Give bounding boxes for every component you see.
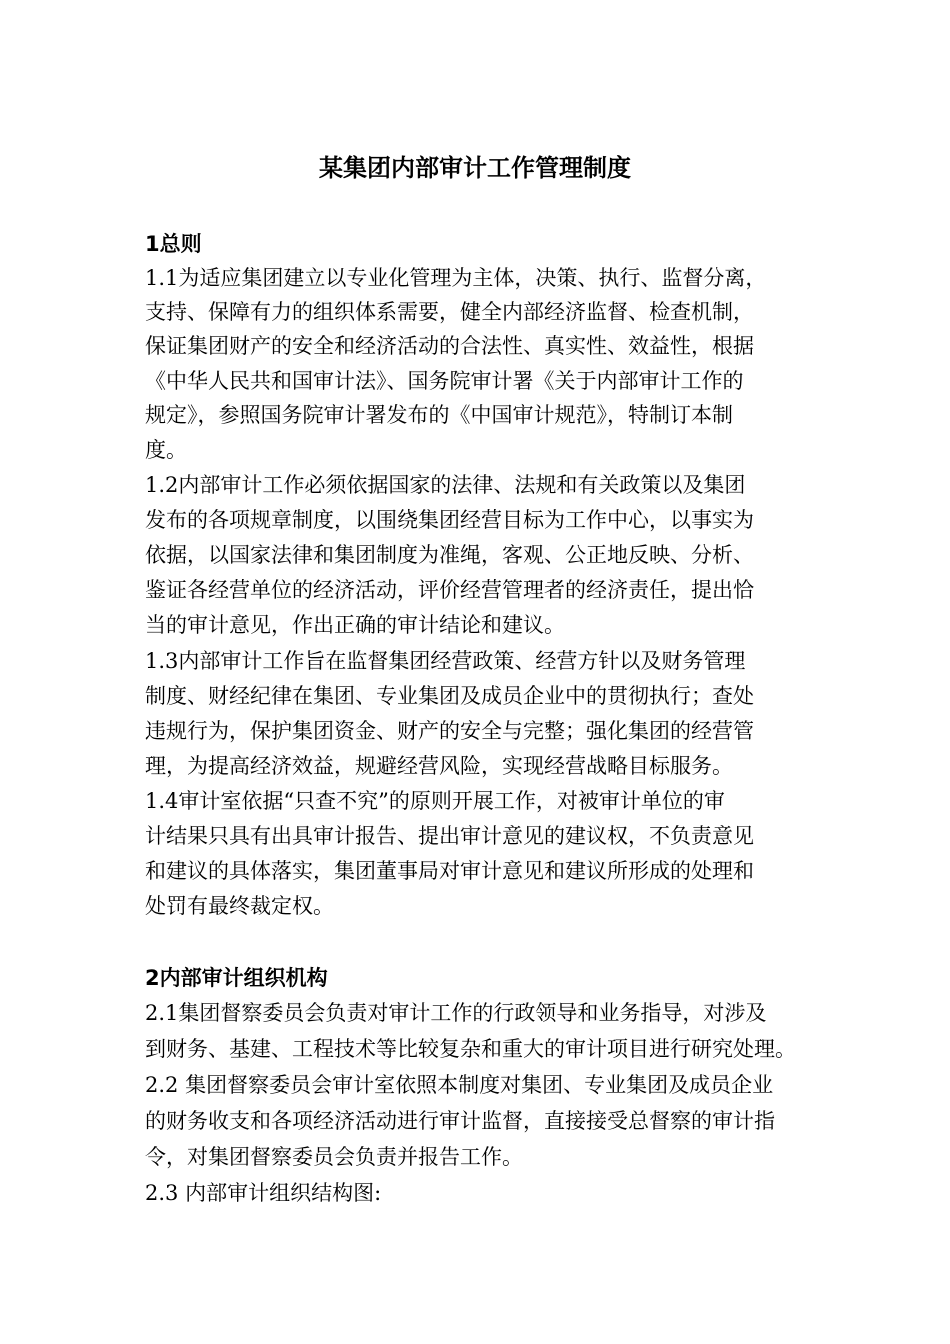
section-1-line: 理，为提高经济效益，规避经营风险，实现经营战略目标服务。 — [145, 754, 733, 778]
section-1-line: 计结果只具有出具审计报告、提出审计意见的建议权，不负责意见 — [145, 824, 754, 848]
section-2-line: 到财务、基建、工程技术等比较复杂和重大的审计项目进行研究处理。 — [145, 1037, 796, 1061]
document-title: 某集团内部审计工作管理制度 — [319, 154, 631, 182]
section-1-line: 和建议的具体落实，集团董事局对审计意见和建议所形成的处理和 — [145, 859, 754, 883]
section-1-line: 违规行为，保护集团资金、财产的安全与完整；强化集团的经营管 — [145, 719, 754, 743]
section-1-line: 处罚有最终裁定权。 — [145, 894, 334, 918]
section-2-line: 的财务收支和各项经济活动进行审计监督，直接接受总督察的审计指 — [145, 1109, 775, 1133]
section-1-line: 支持、保障有力的组织体系需要，健全内部经济监督、检查机制， — [145, 300, 754, 324]
section-1-line: 1.1为适应集团建立以专业化管理为主体，决策、执行、监督分离， — [145, 266, 767, 290]
section-2-line: 2.3 内部审计组织结构图: — [145, 1181, 382, 1205]
section-1-line: 当的审计意见，作出正确的审计结论和建议。 — [145, 613, 565, 637]
section-1-line: 发布的各项规章制度，以围绕集团经营目标为工作中心，以事实为 — [145, 508, 754, 532]
section-2-line: 令，对集团督察委员会负责并报告工作。 — [145, 1145, 523, 1169]
section-1-line: 保证集团财产的安全和经济活动的合法性、真实性、效益性，根据 — [145, 334, 754, 358]
section-1-line: 规定》，参照国务院审计署发布的《中国审计规范》，特制订本制 — [145, 403, 733, 427]
section-1-line: 依据，以国家法律和集团制度为准绳，客观、公正地反映、分析、 — [145, 543, 754, 567]
section-1-line: 1.4审计室依据“只查不究”的原则开展工作，对被审计单位的审 — [145, 789, 725, 813]
section-2-line: 2.2 集团督察委员会审计室依照本制度对集团、专业集团及成员企业 — [145, 1073, 774, 1097]
section-1-line: 度。 — [145, 438, 187, 462]
section-1-line: 1.2内部审计工作必须依据国家的法律、法规和有关政策以及集团 — [145, 473, 746, 497]
section-1-line: 1.3内部审计工作旨在监督集团经营政策、经营方针以及财务管理 — [145, 649, 746, 673]
section-1-line: 鉴证各经营单位的经济活动，评价经营管理者的经济责任，提出恰 — [145, 578, 754, 602]
section-1-heading: 1总则 — [145, 232, 202, 256]
section-1-line: 《中华人民共和国审计法》、国务院审计署《关于内部审计工作的 — [145, 369, 744, 393]
section-2-line: 2.1集团督察委员会负责对审计工作的行政领导和业务指导，对涉及 — [145, 1001, 767, 1025]
section-1-line: 制度、财经纪律在集团、专业集团及成员企业中的贯彻执行；查处 — [145, 684, 754, 708]
section-2-heading: 2内部审计组织机构 — [145, 966, 328, 990]
